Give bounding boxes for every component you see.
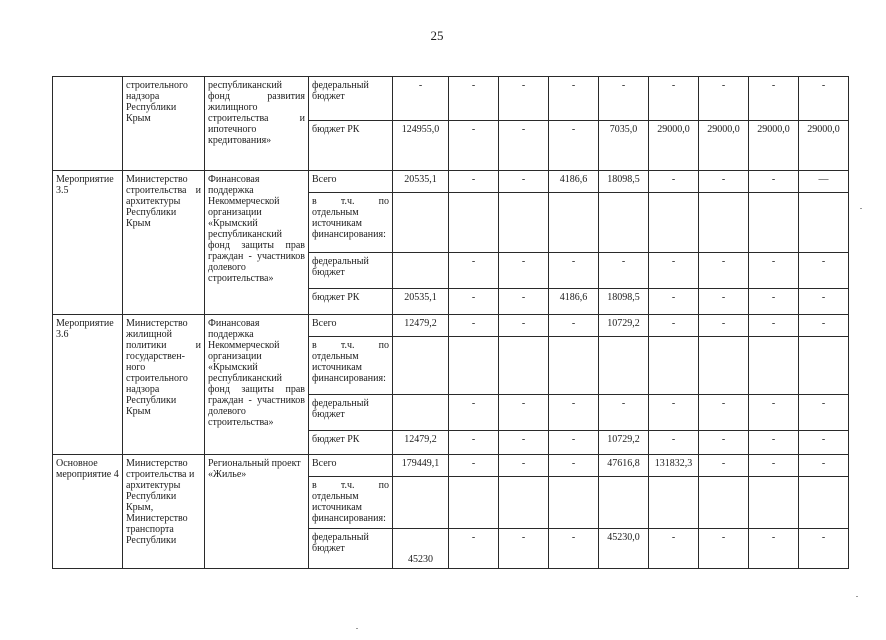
value-cell: -: [799, 455, 849, 477]
value-cell: -: [499, 455, 549, 477]
value-cell: -: [649, 395, 699, 431]
value-cell: -: [549, 431, 599, 455]
value-cell: [449, 337, 499, 395]
value-cell: [449, 477, 499, 529]
funding-source-cell: федеральный бюджет: [309, 77, 393, 121]
value-cell: 29000,0: [749, 121, 799, 171]
executor-cell: Министерство строительства и архитектуры Республики Крым, Министерство транспорта Республики: [123, 455, 205, 569]
value-cell: -: [599, 395, 649, 431]
value-cell: [649, 477, 699, 529]
value-cell: -: [749, 455, 799, 477]
table-row: [53, 77, 849, 121]
scan-speck: [856, 596, 858, 597]
page-number: 25: [430, 28, 444, 43]
value-cell: 29000,0: [699, 121, 749, 171]
value-cell: 20535,1: [393, 171, 449, 193]
value-cell: [499, 477, 549, 529]
value-cell: 12479,2: [393, 431, 449, 455]
value-cell: -: [649, 253, 699, 289]
value-cell: 29000,0: [799, 121, 849, 171]
value-cell: -: [393, 77, 449, 121]
value-cell: -: [649, 431, 699, 455]
value-cell: -: [799, 289, 849, 315]
value-cell: —: [799, 171, 849, 193]
value-cell: -: [499, 289, 549, 315]
value-cell: 124955,0: [393, 121, 449, 171]
value-cell: [699, 337, 749, 395]
scan-speck: [356, 628, 358, 629]
event-cell: Мероприятие 3.5: [53, 171, 123, 315]
funding-source-cell: Всего: [309, 455, 393, 477]
event-cell: Основное мероприятие 4: [53, 455, 123, 569]
value-cell: -: [799, 315, 849, 337]
value-cell: -: [449, 395, 499, 431]
value-cell: 47616,8: [599, 455, 649, 477]
funding-source-cell: в т.ч. по отдельным источникам финансирования:: [309, 477, 393, 529]
table-row: [53, 171, 849, 193]
value-cell: -: [449, 529, 499, 569]
funding-source-cell: Всего: [309, 171, 393, 193]
value-cell: -: [749, 289, 799, 315]
value-cell: -: [499, 121, 549, 171]
value-cell: -: [699, 253, 749, 289]
value-cell: 20535,1: [393, 289, 449, 315]
value-cell: -: [449, 77, 499, 121]
value-cell: -: [649, 77, 699, 121]
value-cell: -: [499, 395, 549, 431]
value-cell: -: [649, 171, 699, 193]
value-cell: -: [749, 315, 799, 337]
value-cell: -: [449, 315, 499, 337]
value-cell: -: [799, 253, 849, 289]
value-cell: 18098,5: [599, 171, 649, 193]
value-cell: [549, 477, 599, 529]
executor-cell: строительного надзора Республики Крым: [123, 77, 205, 171]
value-cell: -: [499, 431, 549, 455]
value-cell: 18098,5: [599, 289, 649, 315]
funding-source-cell: федеральный бюджет: [309, 253, 393, 289]
description-cell: Финансовая поддержка Некоммерческой организации «Крымский республиканский фонд защиты прав граждан - участников долевого строительства»: [205, 315, 309, 455]
funding-source-cell: бюджет РК: [309, 121, 393, 171]
value-cell: -: [449, 289, 499, 315]
executor-cell: Министерство жилищной политики и государствен-ного строительного надзора Республики Крым: [123, 315, 205, 455]
value-cell: -: [449, 455, 499, 477]
value-cell: [549, 337, 599, 395]
value-cell: 12479,2: [393, 315, 449, 337]
description-cell: Региональный проект «Жилье»: [205, 455, 309, 569]
value-cell: [499, 337, 549, 395]
value-cell: -: [649, 529, 699, 569]
value-cell: -: [699, 455, 749, 477]
value-cell: 29000,0: [649, 121, 699, 171]
executor-cell: Министерство строительства и архитектуры Республики Крым: [123, 171, 205, 315]
funding-source-cell: федеральный бюджет: [309, 395, 393, 431]
value-cell: -: [449, 253, 499, 289]
event-cell: [53, 77, 123, 171]
value-cell: -: [549, 77, 599, 121]
value-cell: -: [449, 121, 499, 171]
value-cell: 45230,0: [599, 529, 649, 569]
value-cell: -: [549, 315, 599, 337]
value-cell: [393, 395, 449, 431]
value-cell: -: [549, 121, 599, 171]
value-cell: [599, 193, 649, 253]
value-cell: 179449,1: [393, 455, 449, 477]
value-cell: -: [749, 431, 799, 455]
value-cell: [649, 337, 699, 395]
value-cell: [799, 193, 849, 253]
value-cell: [599, 337, 649, 395]
value-cell: -: [499, 253, 549, 289]
value-cell: 7035,0: [599, 121, 649, 171]
value-cell: 10729,2: [599, 315, 649, 337]
funding-source-cell: федеральный бюджет: [309, 529, 393, 569]
value-cell: [393, 477, 449, 529]
value-cell: -: [599, 253, 649, 289]
value-cell: -: [749, 77, 799, 121]
value-cell: -: [799, 431, 849, 455]
value-cell: -: [749, 529, 799, 569]
value-cell: -: [799, 77, 849, 121]
value-cell: -: [499, 77, 549, 121]
value-cell: 4186,6: [549, 171, 599, 193]
value-cell: 10729,2: [599, 431, 649, 455]
value-cell: -: [749, 253, 799, 289]
value-cell: -: [699, 289, 749, 315]
value-cell: [499, 193, 549, 253]
scan-speck: [860, 208, 862, 209]
value-cell: [749, 477, 799, 529]
value-cell: [393, 193, 449, 253]
value-cell: -: [699, 395, 749, 431]
value-cell: -: [749, 171, 799, 193]
description-cell: республиканский фонд развития жилищного строительства и ипотечного кредитования»: [205, 77, 309, 171]
value-cell: 131832,3: [649, 455, 699, 477]
value-cell: [799, 477, 849, 529]
value-cell: -: [749, 395, 799, 431]
value-cell: -: [449, 431, 499, 455]
value-cell: -: [799, 395, 849, 431]
value-cell: [699, 477, 749, 529]
value-cell: -: [449, 171, 499, 193]
value-cell: 4186,6: [549, 289, 599, 315]
value-cell: [749, 193, 799, 253]
value-cell: -: [649, 315, 699, 337]
table-row: [53, 315, 849, 337]
value-cell: -: [799, 529, 849, 569]
value-cell: [449, 193, 499, 253]
value-cell: -: [499, 171, 549, 193]
budget-table: [52, 76, 849, 569]
value-cell: -: [699, 431, 749, 455]
value-cell: [393, 253, 449, 289]
value-cell: [749, 337, 799, 395]
funding-source-cell: Всего: [309, 315, 393, 337]
value-cell: [799, 337, 849, 395]
table-row: [53, 455, 849, 477]
value-cell: -: [699, 171, 749, 193]
value-cell: -: [599, 77, 649, 121]
event-cell: Мероприятие 3.6: [53, 315, 123, 455]
funding-source-cell: бюджет РК: [309, 289, 393, 315]
value-cell: -: [549, 455, 599, 477]
value-cell: -: [699, 529, 749, 569]
value-cell: [393, 337, 449, 395]
value-cell: -: [649, 289, 699, 315]
value-cell: -: [499, 529, 549, 569]
funding-source-cell: в т.ч. по отдельным источникам финансирования:: [309, 337, 393, 395]
value-cell: -: [499, 315, 549, 337]
funding-source-cell: в т.ч. по отдельным источникам финансирования:: [309, 193, 393, 253]
value-cell: [599, 477, 649, 529]
description-cell: Финансовая поддержка Некоммерческой организации «Крымский республиканский фонд защиты прав граждан - участников долевого строительства»: [205, 171, 309, 315]
value-cell: -: [549, 253, 599, 289]
value-cell: -: [699, 77, 749, 121]
value-cell: -: [549, 395, 599, 431]
funding-source-cell: бюджет РК: [309, 431, 393, 455]
value-cell: 45230: [393, 529, 449, 569]
value-cell: [699, 193, 749, 253]
value-cell: [649, 193, 699, 253]
value-cell: -: [699, 315, 749, 337]
value-cell: -: [549, 529, 599, 569]
value-cell: [549, 193, 599, 253]
